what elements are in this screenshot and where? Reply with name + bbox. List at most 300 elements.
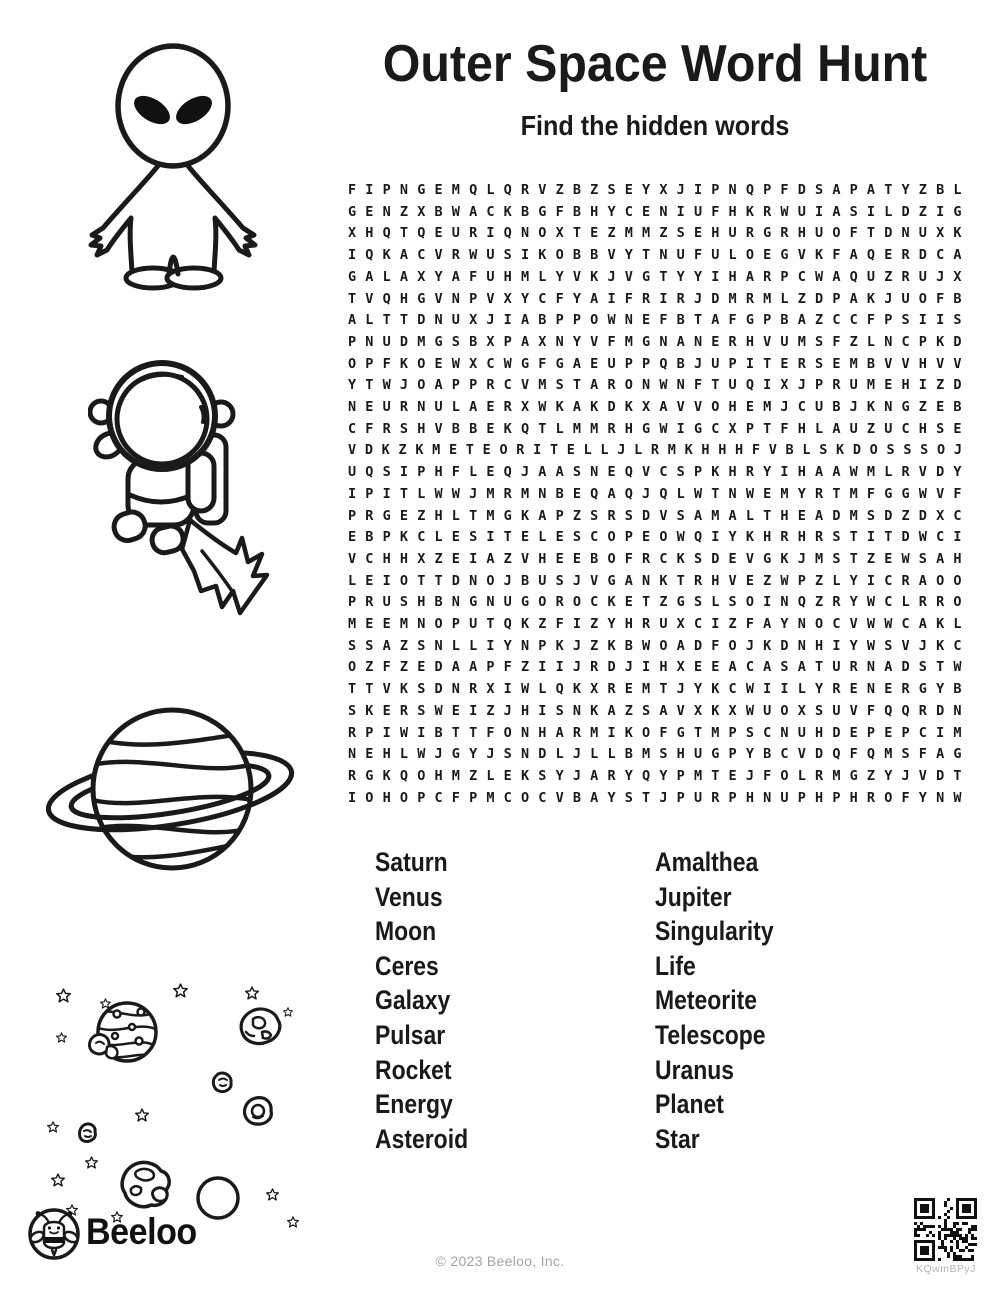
- grid-letter: G: [953, 203, 962, 220]
- grid-letter: T: [417, 572, 426, 589]
- grid-letter: A: [624, 572, 633, 589]
- grid-letter: U: [693, 789, 703, 806]
- grid-letter: V: [918, 464, 927, 481]
- grid-letter: X: [486, 681, 495, 698]
- grid-letter: K: [381, 442, 390, 459]
- grid-letter: K: [711, 464, 720, 481]
- grid-letter: E: [365, 746, 374, 763]
- grid-letter: F: [659, 724, 668, 741]
- grid-letter: V: [624, 268, 633, 285]
- grid-letter: V: [693, 399, 703, 416]
- grid-letter: L: [555, 746, 564, 763]
- grid-letter: W: [399, 724, 409, 741]
- grid-letter: I: [348, 789, 357, 806]
- grid-letter: F: [711, 637, 720, 654]
- grid-letter: W: [417, 746, 426, 763]
- grid-letter: N: [901, 225, 910, 242]
- grid-letter: R: [936, 594, 945, 611]
- grid-letter: Q: [503, 225, 512, 242]
- grid-letter: G: [348, 268, 357, 285]
- grid-letter: Q: [555, 681, 564, 698]
- grid-letter: D: [815, 290, 824, 307]
- grid-letter: D: [918, 507, 927, 524]
- grid-row: [348, 400, 962, 414]
- grid-letter: T: [465, 442, 474, 459]
- grid-letter: J: [676, 182, 685, 198]
- grid-letter: V: [918, 767, 927, 784]
- grid-letter: J: [572, 767, 581, 784]
- grid-letter: G: [434, 333, 443, 350]
- asteroid: [245, 1098, 272, 1124]
- grid-letter: R: [555, 594, 564, 611]
- grid-letter: F: [624, 290, 633, 307]
- grid-letter: X: [642, 399, 651, 416]
- grid-letter: X: [936, 225, 945, 242]
- grid-letter: M: [866, 377, 876, 394]
- grid-letter: J: [434, 746, 443, 763]
- grid-letter: Q: [884, 702, 893, 719]
- grid-letter: T: [538, 420, 547, 437]
- grid-letter: Q: [399, 767, 409, 784]
- grid-letter: W: [451, 355, 460, 372]
- grid-letter: C: [797, 399, 806, 416]
- grid-letter: U: [780, 789, 789, 806]
- grid-letter: F: [607, 333, 616, 350]
- grid-letter: R: [399, 702, 409, 719]
- grid-letter: R: [797, 355, 806, 372]
- grid-letter: T: [365, 377, 374, 394]
- grid-letter: C: [884, 572, 893, 589]
- grid-letter: F: [918, 746, 927, 763]
- grid-letter: C: [538, 290, 547, 307]
- grid-letter: A: [918, 616, 927, 633]
- grid-letter: O: [642, 724, 651, 741]
- grid-letter: Z: [486, 702, 495, 719]
- grid-letter: T: [549, 442, 559, 459]
- grid-letter: A: [555, 724, 564, 741]
- grid-letter: O: [936, 442, 946, 459]
- grid-letter: B: [832, 399, 841, 416]
- grid-letter: L: [538, 268, 547, 285]
- grid-letter: F: [538, 355, 547, 372]
- grid-letter: V: [434, 247, 443, 264]
- grid-letter: K: [866, 290, 876, 307]
- grid-row: [348, 791, 962, 805]
- grid-letter: L: [797, 767, 806, 784]
- grid-row: [348, 335, 962, 349]
- grid-letter: K: [572, 681, 581, 698]
- grid-letter: Z: [918, 203, 927, 220]
- grid-letter: Y: [780, 616, 789, 633]
- grid-letter: J: [884, 290, 893, 307]
- grid-letter: E: [936, 399, 945, 416]
- grid-letter: Q: [642, 767, 651, 784]
- grid-letter: W: [815, 268, 824, 285]
- grid-letter: D: [399, 333, 409, 350]
- grid-letter: G: [538, 203, 547, 220]
- grid-letter: J: [486, 746, 495, 763]
- grid-letter: D: [417, 312, 426, 329]
- grid-letter: A: [659, 702, 668, 719]
- grid-letter: G: [693, 420, 703, 437]
- grid-letter: V: [745, 550, 754, 567]
- grid-letter: T: [676, 572, 685, 589]
- grid-letter: U: [901, 290, 910, 307]
- grid-letter: V: [659, 507, 668, 524]
- grid-letter: R: [365, 594, 374, 611]
- grid-letter: Y: [884, 767, 893, 784]
- grid-letter: W: [382, 377, 391, 394]
- grid-letter: L: [555, 420, 564, 437]
- grid-letter: P: [417, 464, 426, 481]
- grid-letter: H: [711, 225, 720, 242]
- grid-letter: Y: [572, 290, 581, 307]
- grid-letter: Z: [503, 550, 512, 567]
- logo-wordmark: Beeloo: [86, 1211, 197, 1252]
- grid-letter: I: [486, 529, 495, 546]
- grid-letter: Y: [607, 203, 616, 220]
- grid-letter: I: [503, 681, 512, 698]
- grid-letter: Y: [901, 182, 910, 198]
- grid-letter: F: [711, 203, 720, 220]
- grid-letter: R: [642, 550, 651, 567]
- grid-letter: V: [520, 550, 530, 567]
- grid-letter: K: [399, 681, 409, 698]
- grid-letter: A: [590, 767, 599, 784]
- grid-letter: H: [718, 442, 727, 459]
- grid-letter: X: [417, 268, 426, 285]
- grid-letter: S: [901, 312, 910, 329]
- grid-letter: W: [884, 616, 893, 633]
- grid-letter: D: [434, 681, 443, 698]
- grid-letter: L: [590, 746, 599, 763]
- grid-letter: E: [555, 529, 564, 546]
- grid-row: [348, 378, 962, 392]
- word-item: Amalthea: [655, 847, 759, 877]
- star-icon: [288, 1217, 299, 1227]
- grid-letter: H: [797, 420, 806, 437]
- grid-letter: G: [348, 203, 357, 220]
- grid-letter: R: [901, 268, 910, 285]
- grid-letter: V: [642, 464, 651, 481]
- grid-letter: C: [348, 420, 357, 437]
- grid-letter: Z: [590, 616, 599, 633]
- grid-letter: R: [901, 247, 910, 264]
- grid-letter: O: [607, 550, 616, 567]
- grid-letter: F: [728, 312, 737, 329]
- grid-letter: C: [711, 420, 720, 437]
- grid-letter: R: [607, 681, 616, 698]
- grid-letter: U: [849, 420, 858, 437]
- grid-letter: X: [417, 203, 426, 220]
- grid-letter: J: [953, 442, 962, 459]
- grid-letter: S: [399, 594, 409, 611]
- grid-row: [348, 769, 962, 783]
- grid-letter: J: [936, 268, 945, 285]
- grid-letter: W: [451, 203, 460, 220]
- grid-letter: L: [469, 464, 478, 481]
- grid-letter: F: [382, 355, 391, 372]
- grid-letter: Y: [763, 464, 772, 481]
- grid-letter: A: [520, 333, 530, 350]
- grid-letter: Y: [624, 767, 633, 784]
- grid-letter: C: [901, 333, 910, 350]
- grid-letter: A: [849, 290, 858, 307]
- grid-letter: I: [382, 572, 391, 589]
- grid-letter: R: [918, 594, 927, 611]
- grid-letter: S: [920, 442, 929, 459]
- grid-letter: C: [693, 616, 703, 633]
- grid-letter: M: [642, 225, 651, 242]
- grid-letter: P: [763, 182, 772, 198]
- grid-letter: L: [538, 681, 547, 698]
- grid-letter: S: [624, 789, 633, 806]
- grid-letter: D: [711, 290, 720, 307]
- grid-letter: C: [901, 616, 910, 633]
- grid-letter: M: [520, 268, 530, 285]
- grid-letter: M: [849, 485, 858, 502]
- grid-row: [348, 574, 962, 588]
- grid-letter: E: [365, 572, 374, 589]
- grid-row: [348, 682, 962, 696]
- grid-letter: F: [849, 225, 858, 242]
- grid-letter: J: [607, 268, 616, 285]
- grid-letter: Y: [815, 681, 824, 698]
- grid-letter: G: [417, 182, 426, 198]
- grid-letter: J: [572, 572, 581, 589]
- grid-letter: E: [503, 767, 512, 784]
- grid-letter: F: [866, 702, 876, 719]
- grid-letter: N: [520, 637, 530, 654]
- grid-letter: D: [711, 550, 720, 567]
- grid-letter: L: [797, 681, 806, 698]
- grid-letter: O: [348, 659, 357, 676]
- grid-letter: I: [832, 637, 841, 654]
- grid-letter: A: [884, 659, 893, 676]
- grid-letter: T: [451, 724, 460, 741]
- grid-letter: E: [590, 225, 599, 242]
- grid-letter: S: [417, 637, 426, 654]
- grid-letter: N: [797, 616, 806, 633]
- grid-letter: H: [745, 333, 754, 350]
- word-item: Moon: [375, 916, 437, 947]
- grid-letter: E: [728, 767, 737, 784]
- grid-letter: Z: [866, 420, 876, 437]
- grid-letter: C: [832, 312, 841, 329]
- grid-row: [348, 226, 962, 240]
- grid-letter: Z: [434, 550, 443, 567]
- grid-letter: S: [503, 247, 512, 264]
- grid-letter: O: [815, 616, 824, 633]
- grid-letter: A: [451, 268, 460, 285]
- grid-letter: O: [399, 572, 409, 589]
- grid-letter: F: [953, 485, 962, 502]
- grid-letter: Q: [745, 182, 754, 198]
- grid-letter: Q: [624, 485, 633, 502]
- grid-letter: A: [469, 399, 478, 416]
- grid-letter: I: [745, 355, 754, 372]
- grid-letter: B: [953, 681, 962, 698]
- grid-letter: C: [918, 724, 927, 741]
- grid-letter: E: [693, 225, 703, 242]
- grid-letter: S: [348, 637, 357, 654]
- grid-letter: R: [815, 485, 824, 502]
- bee-stinger: [52, 1250, 56, 1255]
- grid-letter: N: [555, 333, 564, 350]
- grid-letter: B: [624, 746, 633, 763]
- grid-letter: Y: [642, 182, 651, 198]
- grid-letter: E: [849, 681, 858, 698]
- grid-letter: C: [901, 420, 910, 437]
- grid-letter: P: [642, 355, 651, 372]
- grid-row: [348, 487, 962, 501]
- grid-letter: I: [936, 312, 945, 329]
- word-item: Meteorite: [655, 985, 758, 1016]
- grid-letter: N: [520, 724, 530, 741]
- grid-letter: B: [469, 420, 478, 437]
- grid-letter: P: [849, 182, 858, 198]
- grid-letter: T: [659, 268, 668, 285]
- grid-letter: N: [417, 399, 426, 416]
- grid-letter: S: [590, 507, 599, 524]
- grid-letter: O: [417, 377, 426, 394]
- grid-letter: H: [735, 442, 744, 459]
- grid-letter: T: [693, 724, 703, 741]
- grid-letter: I: [953, 529, 962, 546]
- grid-letter: Q: [503, 464, 512, 481]
- grid-letter: Y: [607, 789, 616, 806]
- grid-letter: H: [815, 637, 824, 654]
- grid-letter: R: [676, 290, 685, 307]
- grid-letter: P: [676, 767, 685, 784]
- grid-letter: L: [486, 767, 495, 784]
- grid-letter: O: [417, 355, 426, 372]
- grid-letter: Y: [503, 637, 512, 654]
- grid-row: [348, 443, 962, 457]
- grid-row: [348, 530, 962, 544]
- grid-letter: C: [797, 268, 806, 285]
- grid-letter: A: [676, 333, 685, 350]
- grid-letter: K: [555, 637, 564, 654]
- grid-letter: V: [797, 247, 806, 264]
- grid-row: [348, 552, 962, 566]
- grid-letter: O: [572, 594, 581, 611]
- grid-letter: W: [659, 377, 668, 394]
- grid-letter: P: [884, 312, 893, 329]
- grid-letter: C: [659, 550, 668, 567]
- grid-letter: D: [780, 637, 789, 654]
- grid-letter: U: [763, 702, 772, 719]
- grid-letter: S: [469, 529, 478, 546]
- grid-letter: S: [555, 572, 564, 589]
- grid-letter: I: [486, 637, 495, 654]
- word-item: Ceres: [375, 950, 439, 981]
- grid-letter: R: [650, 442, 660, 459]
- grid-letter: T: [763, 355, 772, 372]
- grid-letter: R: [642, 616, 651, 633]
- grid-letter: S: [607, 182, 616, 198]
- grid-letter: V: [538, 182, 547, 198]
- grid-letter: B: [434, 594, 443, 611]
- grid-letter: U: [797, 724, 806, 741]
- grid-letter: G: [451, 746, 460, 763]
- grid-letter: F: [832, 333, 841, 350]
- grid-letter: M: [451, 767, 460, 784]
- grid-letter: E: [642, 203, 651, 220]
- grid-letter: G: [555, 355, 564, 372]
- grid-letter: H: [797, 529, 806, 546]
- grid-letter: E: [953, 420, 962, 437]
- grid-letter: Y: [849, 637, 858, 654]
- grid-letter: X: [676, 659, 685, 676]
- grid-letter: Z: [399, 203, 409, 220]
- grid-letter: V: [849, 702, 858, 719]
- grid-letter: B: [676, 355, 685, 372]
- grid-letter: Z: [763, 572, 772, 589]
- grid-letter: L: [399, 746, 409, 763]
- grid-letter: W: [780, 572, 789, 589]
- grid-letter: U: [382, 333, 391, 350]
- grid-letter: U: [815, 399, 824, 416]
- grid-letter: S: [936, 420, 945, 437]
- grid-letter: B: [520, 203, 530, 220]
- grid-letter: U: [832, 702, 841, 719]
- grid-letter: R: [745, 225, 754, 242]
- grid-letter: A: [607, 485, 616, 502]
- grid-letter: R: [763, 203, 772, 220]
- grid-letter: D: [901, 203, 910, 220]
- star-icon: [267, 1189, 279, 1200]
- grid-letter: U: [538, 572, 547, 589]
- grid-letter: B: [780, 312, 789, 329]
- grid-letter: E: [642, 312, 651, 329]
- grid-letter: B: [590, 550, 599, 567]
- grid-letter: N: [659, 203, 668, 220]
- grid-letter: X: [797, 702, 806, 719]
- star-icon: [57, 989, 71, 1002]
- grid-letter: S: [382, 464, 391, 481]
- grid-letter: Y: [849, 594, 858, 611]
- grid-letter: H: [520, 702, 530, 719]
- grid-letter: P: [901, 724, 910, 741]
- grid-letter: H: [624, 616, 633, 633]
- grid-letter: L: [711, 594, 720, 611]
- grid-letter: N: [642, 377, 651, 394]
- grid-letter: W: [469, 247, 478, 264]
- grid-letter: K: [624, 399, 633, 416]
- grid-letter: M: [572, 420, 581, 437]
- grid-letter: K: [936, 333, 945, 350]
- grid-letter: C: [486, 203, 495, 220]
- grid-letter: D: [918, 247, 927, 264]
- bee-stripe: [44, 1237, 64, 1243]
- grid-letter: E: [624, 681, 633, 698]
- grid-letter: U: [780, 333, 789, 350]
- grid-letter: X: [693, 702, 703, 719]
- grid-letter: V: [728, 572, 737, 589]
- grid-letter: Y: [849, 572, 858, 589]
- grid-letter: H: [538, 724, 547, 741]
- grid-letter: G: [469, 594, 478, 611]
- alien-right-arm: [185, 162, 255, 272]
- grid-letter: I: [503, 312, 512, 329]
- grid-letter: E: [624, 182, 633, 198]
- grid-letter: Z: [918, 182, 927, 198]
- grid-letter: V: [763, 333, 772, 350]
- grid-letter: P: [918, 333, 927, 350]
- grid-letter: V: [434, 290, 443, 307]
- grid-letter: R: [763, 268, 772, 285]
